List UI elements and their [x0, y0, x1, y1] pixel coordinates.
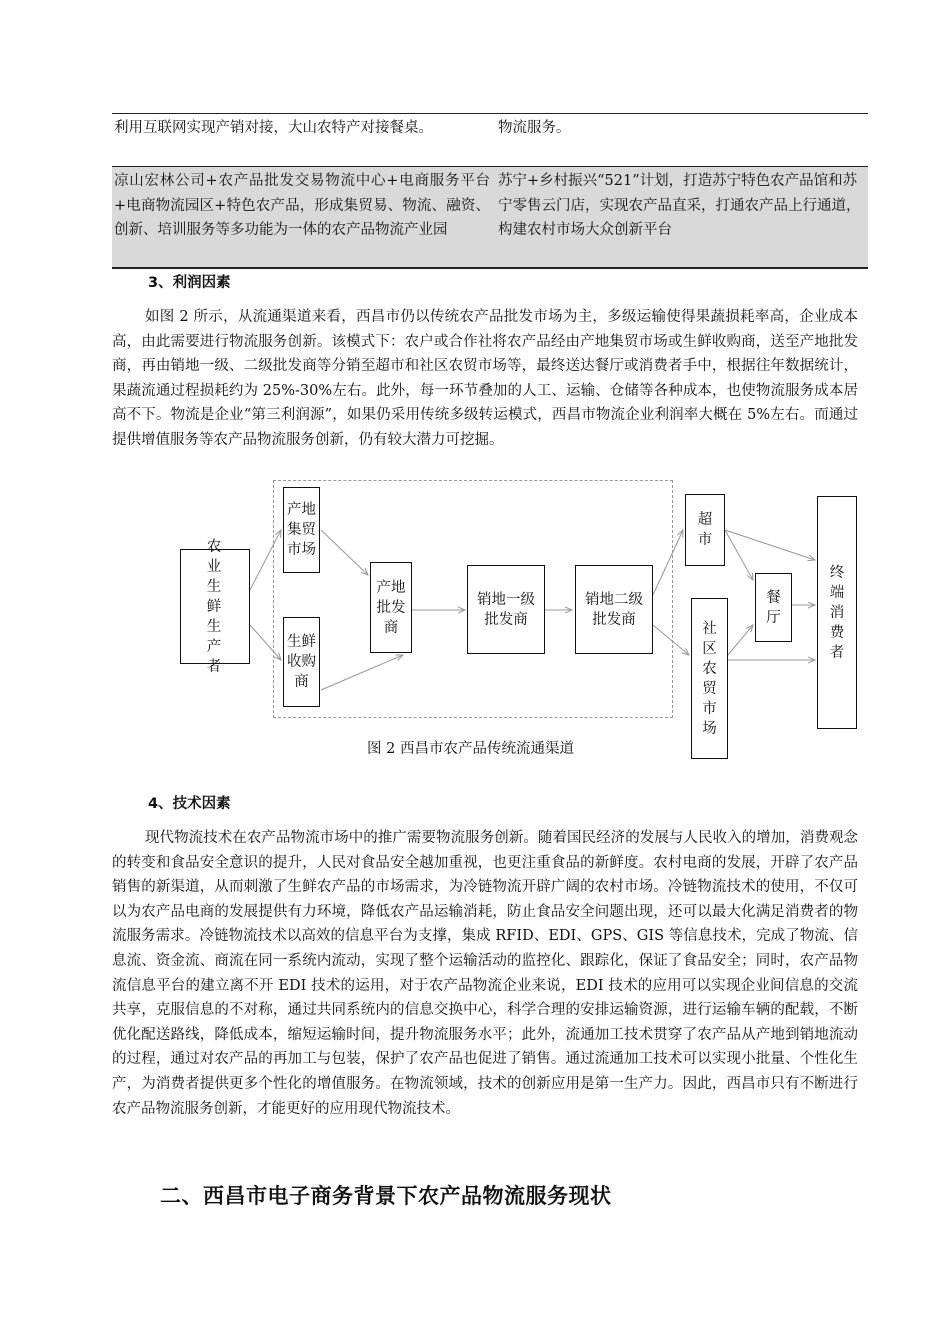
node-restaurant: 餐厅 [755, 573, 792, 642]
arrow [250, 625, 281, 660]
node-origin-wholesaler: 产地批发商 [370, 562, 412, 653]
node-producer: 农业生鲜生产者 [180, 549, 250, 664]
node-end-consumer: 终端消费者 [817, 496, 857, 729]
node-community-market: 社区农贸市场 [691, 598, 728, 759]
section-heading: 3、利润因素 [148, 275, 231, 291]
table-cell: 利用互联网实现产销对接，大山农特产对接餐桌。 [114, 120, 433, 136]
chapter-title: 二、西昌市电子商务背景下农产品物流服务现状 [160, 1184, 612, 1208]
body-paragraph: 如图 2 所示，从流通渠道来看，西昌市仍以传统农产品批发市场为主，多级运输使得果蔬损耗率高，企业成本高，由此需要进行物流服务创新。该模式下：农户或合作社将农产品经由产地集贸市场或生鲜收购商，送至产地批发商，再由销地一级、二级批发商等分销至超市和社区农贸市场等，最终送达餐厅或消费者手中，根据往年数据统计，果蔬流通过程损耗约为 25%-30%左右。此外，每一环节叠加的人工、运输、仓储等各种成本，也使物流服务成本居高不下。物流是企业“第三利润源”，如果仍采用传统多级转运模式，西昌市物流企业利润率大概在 5%左右。而通过提供增值服务等农产品物流服务创新，仍有较大潜力可挖掘。 [112, 309, 858, 448]
table-cell: 物流服务。 [498, 120, 571, 136]
node-origin-market: 产地集贸市场 [283, 487, 320, 573]
body-paragraph: 现代物流技术在农产品物流市场中的推广需要物流服务创新。随着国民经济的发展与人民收入的增加，消费观念的转变和食品安全意识的提升，人民对食品安全越加重视，也更注重食品的新鲜度。农村电商的发展，开辟了农产品销售的新渠道，从而刺激了生鲜农产品的市场需求，为冷链物流开辟广阔的农村市场。冷链物流技术的使用，不仅可以为农产品电商的发展提供有力环境，降低农产品运输消耗，防止食品安全问题出现，还可以最大化满足消费者的物流服务需求。冷链物流技术以高效的信息平台为支撑，集成 RFID、EDI、GPS、GIS 等信息技术，完成了物流、信息流、资金流、商流在同一系统内流动，实现了整个运输活动的监控化、跟踪化，保证了食品安全；同时，农产品物流信息平台的建立离不开 EDI 技术的运用，对于农产品物流企业来说，EDI 技术的应用可以实现企业间信息的交流共享，克服信息的不对称，通过共同系统内的信息交换中心，科学合理的安排运输资源，进行运输车辆的配载，不断优化配送路线，降低成本，缩短运输时间，提升物流服务水平；此外，流通加工技术贯穿了农产品从产地到销地流动的过程，通过对农产品的再加工与包装，保护了农产品也促进了销售。通过流通加工技术可以实现小批量、个性化生产，为消费者提供更多个性化的增值服务。在物流领域，技术的创新应用是第一生产力。因此，西昌市只有不断进行农产品物流服务创新，才能更好的应用现代物流技术。 [112, 830, 858, 1117]
arrow [250, 530, 281, 590]
node-supermarket: 超市 [685, 494, 725, 566]
section-heading: 4、技术因素 [148, 796, 231, 812]
arrow [653, 625, 689, 655]
node-sales-wholesaler-2: 销地二级批发商 [575, 565, 653, 654]
arrow [321, 655, 403, 690]
arrow [725, 530, 815, 560]
table-cell: 苏宁+乡村振兴“521”计划，打造苏宁特色农产品馆和苏宁零售云门店，实现农产品直采，打通农产品上行通道，构建农村市场大众创新平台 [498, 173, 861, 238]
arrow [728, 625, 753, 655]
figure-caption: 图 2 西昌市农产品传统流通渠道 [367, 741, 574, 757]
arrow [653, 530, 683, 595]
table-cell: 凉山宏林公司+农产品批发交易物流中心+电商服务平台+电商物流园区+特色农产品，形成集贸易、物流、融资、创新、培训服务等多功能为一体的农产品物流产业园 [114, 173, 490, 238]
node-sales-wholesaler-1: 销地一级批发商 [467, 565, 545, 654]
arrow [321, 530, 368, 575]
node-fresh-buyer: 生鲜收购商 [283, 617, 320, 707]
